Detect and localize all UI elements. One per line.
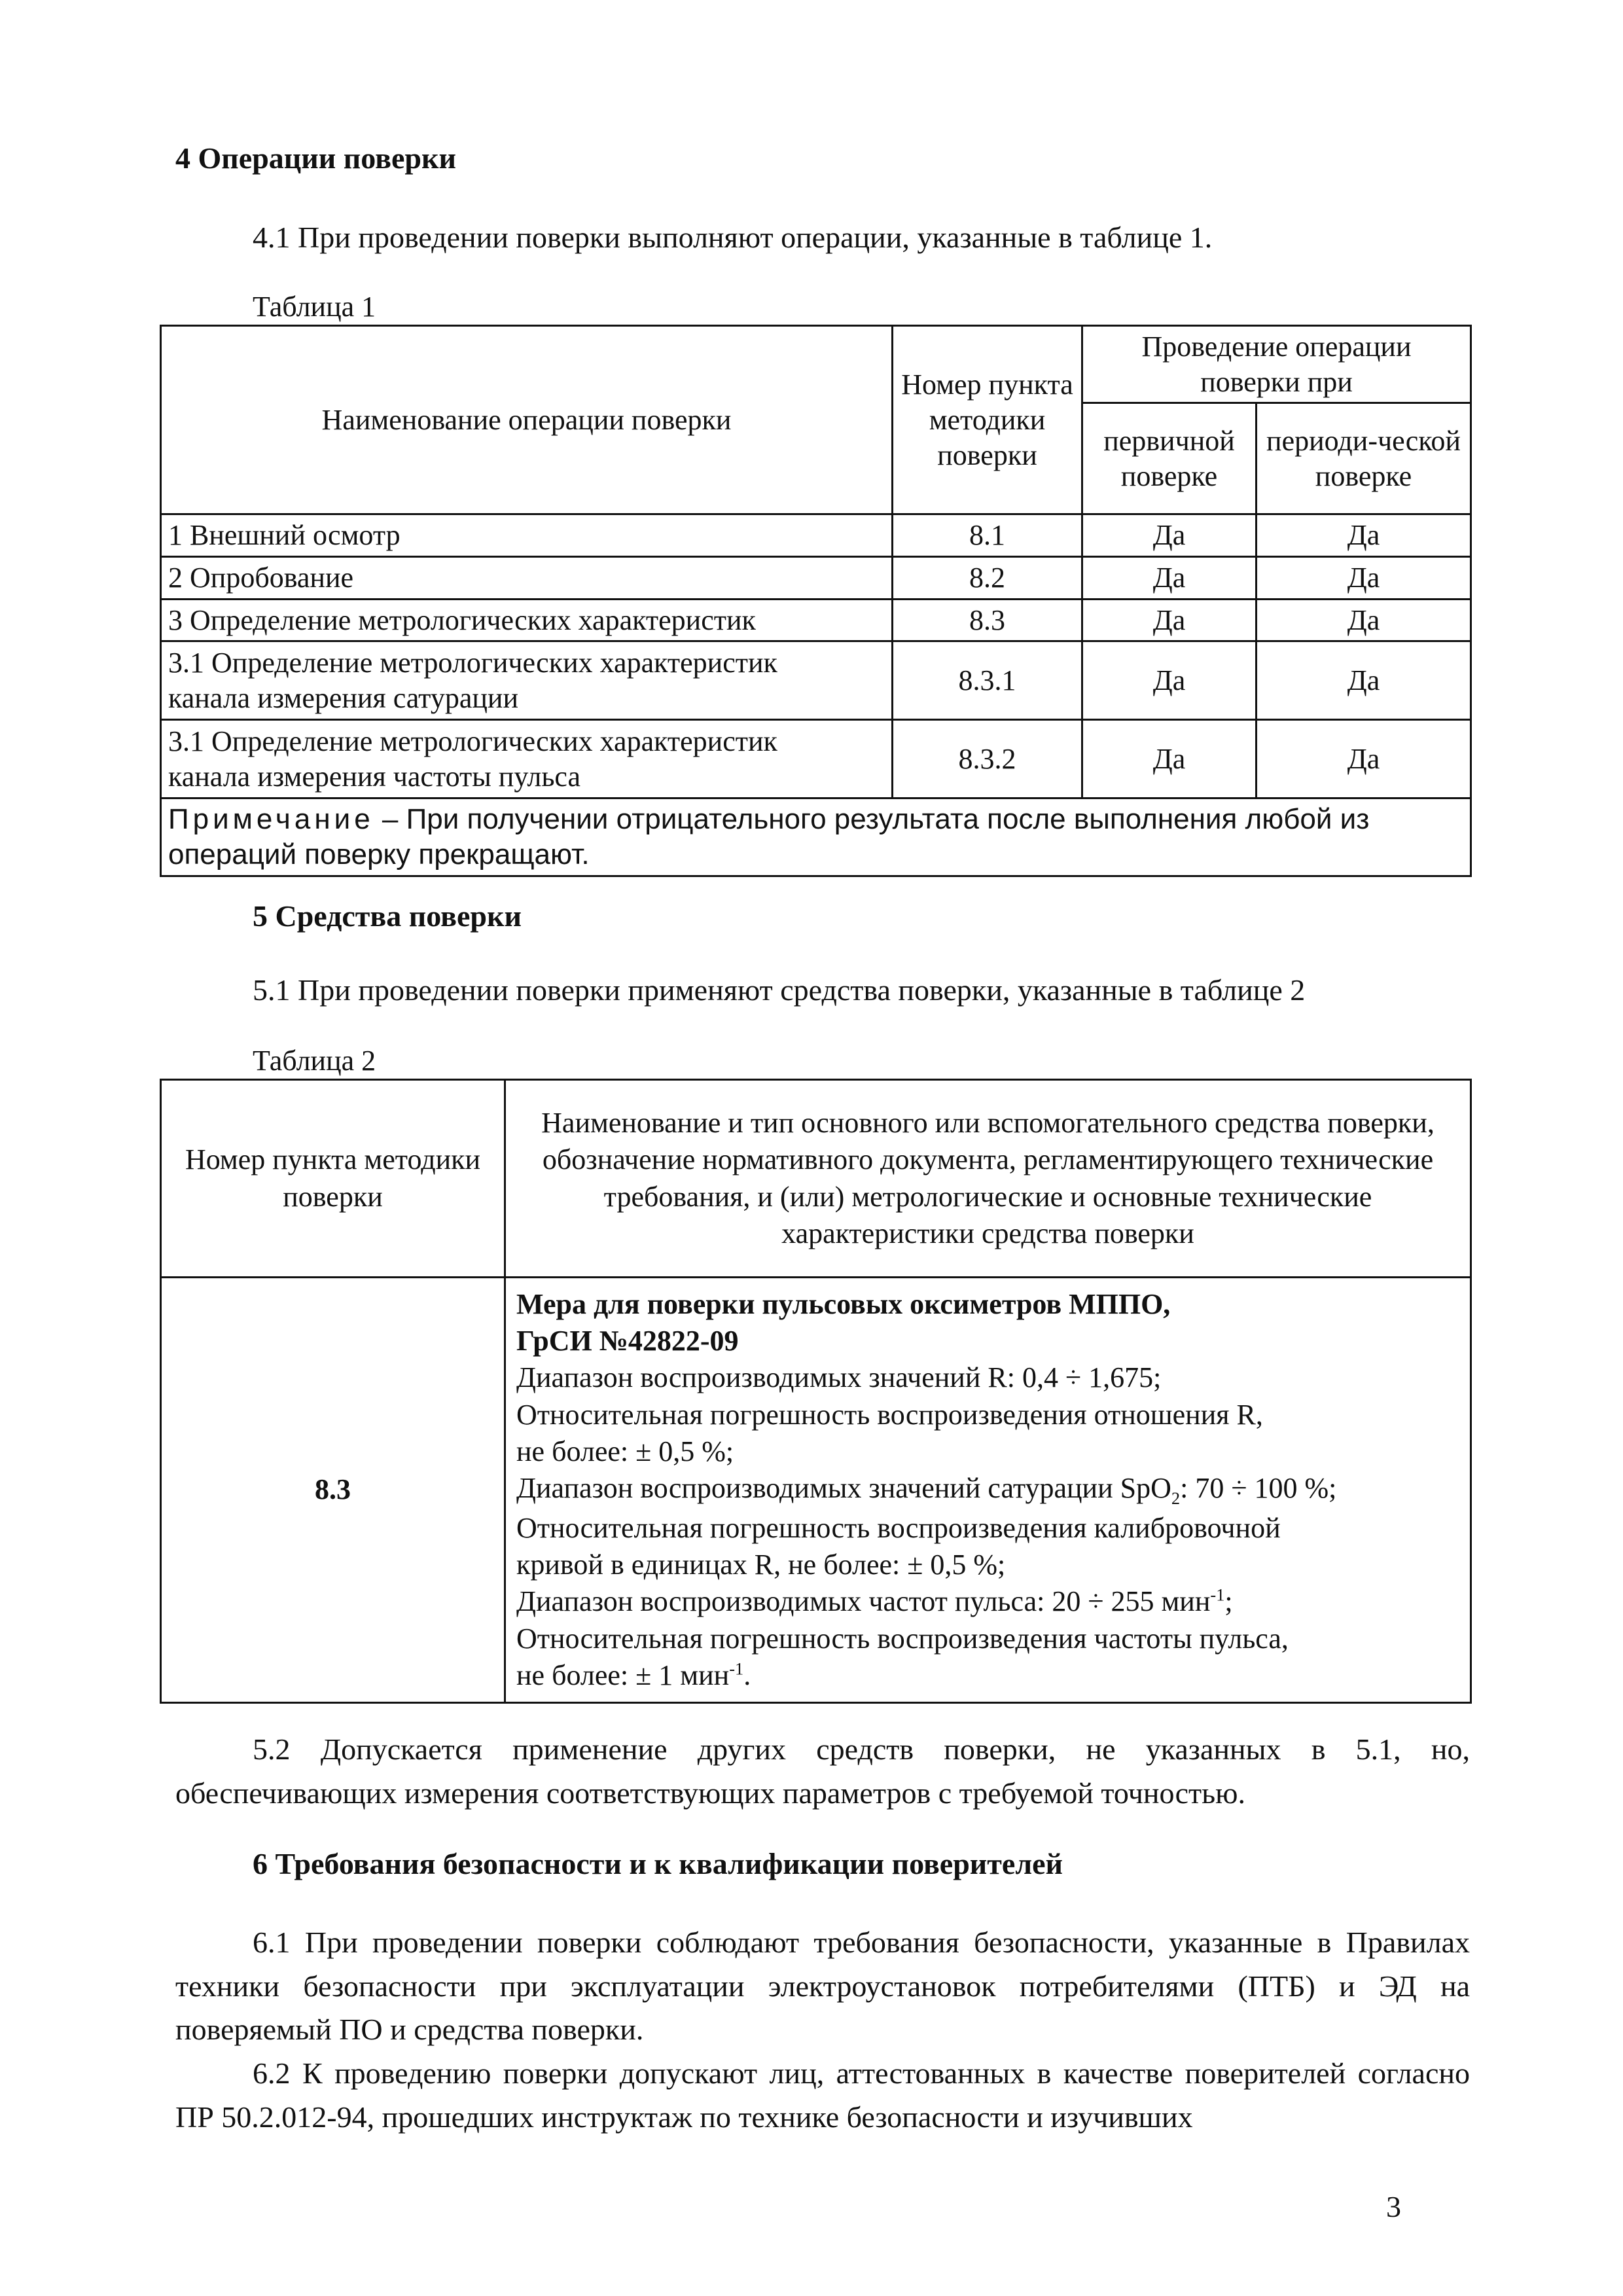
section-4-heading: 4 Операции поверки (175, 141, 457, 175)
operation-primary: Да (1082, 599, 1257, 641)
spec-line (516, 1583, 1463, 1620)
table-row (161, 641, 1471, 720)
spec-line: Относительная погрешность воспроизведения частоты пульса, (516, 1622, 1289, 1655)
operation-name-line-1: 3.1 Определение метрологических характеристик (168, 725, 777, 758)
operation-primary: Да (1082, 557, 1257, 600)
operation-primary: Да (1082, 641, 1257, 720)
table-2-header-name: Наименование и тип основного или вспомогательного средства поверки, обозначение нормативного документа, регламентирующего технические требования, и (или) метрологические и основные технические характеристики средства поверки (505, 1080, 1471, 1278)
method-item-number: 8.3 (161, 1278, 505, 1703)
operation-name: 3 Определение метрологических характеристик (161, 599, 893, 641)
operation-periodic: Да (1257, 641, 1471, 720)
section-6-paragraph-1: 6.1 При проведении поверки соблюдают требования безопасности, указанные в Правилах техники безопасности при эксплуатации электроустановок потребителями (ПТБ) и ЭД на поверяемый ПО и средства поверки. (175, 1926, 1470, 2047)
operation-number: 8.3.1 (893, 641, 1082, 720)
spec-text: Диапазон воспроизводимых значений сатурации SpO (516, 1472, 1171, 1505)
table-1-note (161, 798, 1471, 876)
spec-line: Относительная погрешность воспроизведения калибровочной (516, 1511, 1281, 1544)
operation-periodic: Да (1257, 514, 1471, 557)
section-4-paragraph-1: 4.1 При проведении поверки выполняют операции, указанные в таблице 1. (253, 221, 1213, 254)
subscript: 2 (1171, 1488, 1181, 1508)
device-title-line-1: Мера для поверки пульсовых оксиметров МППО, (516, 1287, 1171, 1320)
note-label: Примечание (168, 803, 374, 836)
operation-periodic: Да (1257, 720, 1471, 798)
table-row (161, 599, 1471, 641)
table-row (161, 1278, 1471, 1703)
table-2 (160, 1079, 1472, 1704)
spec-text: . (743, 1659, 751, 1692)
spec-line: не более: ± 0,5 %; (516, 1435, 734, 1467)
section-5-paragraph-1: 5.1 При проведении поверки применяют средства поверки, указанные в таблице 2 (253, 973, 1306, 1007)
table-1-header-conduct: Проведение операции поверки при (1082, 326, 1471, 403)
section-5-heading: 5 Средства поверки (253, 899, 522, 933)
spec-line: кривой в единицах R, не более: ± 0,5 %; (516, 1549, 1006, 1581)
table-1-header-name: Наименование операции поверки (161, 326, 893, 514)
operation-name (161, 641, 893, 720)
section-6-paragraph-2: 6.2 К проведению поверки допускают лиц, аттестованных в качестве поверителей согласно ПР 50.2.012-94, прошедших инструктаж по технике безопасности и изучивших (175, 2056, 1470, 2134)
table-1-header-primary: первичной поверке (1082, 403, 1257, 514)
operation-name (161, 720, 893, 798)
spec-line: Относительная погрешность воспроизведения отношения R, (516, 1398, 1263, 1431)
spec-text: не более: ± 1 мин (516, 1659, 730, 1692)
operation-primary: Да (1082, 514, 1257, 557)
table-row (161, 557, 1471, 600)
operation-periodic: Да (1257, 599, 1471, 641)
table-1-header-number: Номер пункта методики поверки (893, 326, 1082, 514)
operation-name-line-2: канала измерения сатурации (168, 681, 519, 714)
operation-name: 2 Опробование (161, 557, 893, 600)
table-1-caption: Таблица 1 (253, 291, 376, 323)
table-2-header-number: Номер пункта методики поверки (161, 1080, 505, 1278)
spec-line: Диапазон воспроизводимых значений R: 0,4 ÷ 1,675; (516, 1361, 1162, 1394)
spec-line (516, 1657, 1463, 1694)
table-row (161, 514, 1471, 557)
page-number: 3 (1386, 2190, 1401, 2223)
operation-number: 8.2 (893, 557, 1082, 600)
spec-text: ; (1224, 1585, 1233, 1618)
section-5-paragraph-2: 5.2 Допускается применение других средств поверки, не указанных в 5.1, но, обеспечивающих измерения соответствующих параметров с требуемой точностью. (175, 1732, 1470, 1810)
superscript: -1 (1210, 1585, 1225, 1605)
operation-primary: Да (1082, 720, 1257, 798)
operation-number: 8.3.2 (893, 720, 1082, 798)
operation-name-line-1: 3.1 Определение метрологических характеристик (168, 647, 777, 679)
table-2-caption: Таблица 2 (253, 1045, 376, 1077)
device-title-line-2: ГрСИ №42822-09 (516, 1324, 739, 1357)
verification-tool-description (505, 1278, 1471, 1703)
table-row (161, 720, 1471, 798)
operation-number: 8.3 (893, 599, 1082, 641)
superscript: -1 (729, 1659, 744, 1679)
operation-name: 1 Внешний осмотр (161, 514, 893, 557)
operation-periodic: Да (1257, 557, 1471, 600)
spec-text: : 70 ÷ 100 %; (1180, 1472, 1337, 1505)
operation-name-line-2: канала измерения частоты пульса (168, 760, 581, 793)
table-1-header-periodic: периоди-ческой поверке (1257, 403, 1471, 514)
spec-line (516, 1470, 1463, 1510)
operation-number: 8.1 (893, 514, 1082, 557)
table-1 (160, 325, 1472, 877)
spec-text: Диапазон воспроизводимых частот пульса: 20 ÷ 255 мин (516, 1585, 1211, 1618)
section-6-heading: 6 Требования безопасности и к квалификации поверителей (253, 1847, 1063, 1880)
note-text: – При получении отрицательного результата после выполнения любой из операций поверку прекращают. (168, 803, 1370, 871)
